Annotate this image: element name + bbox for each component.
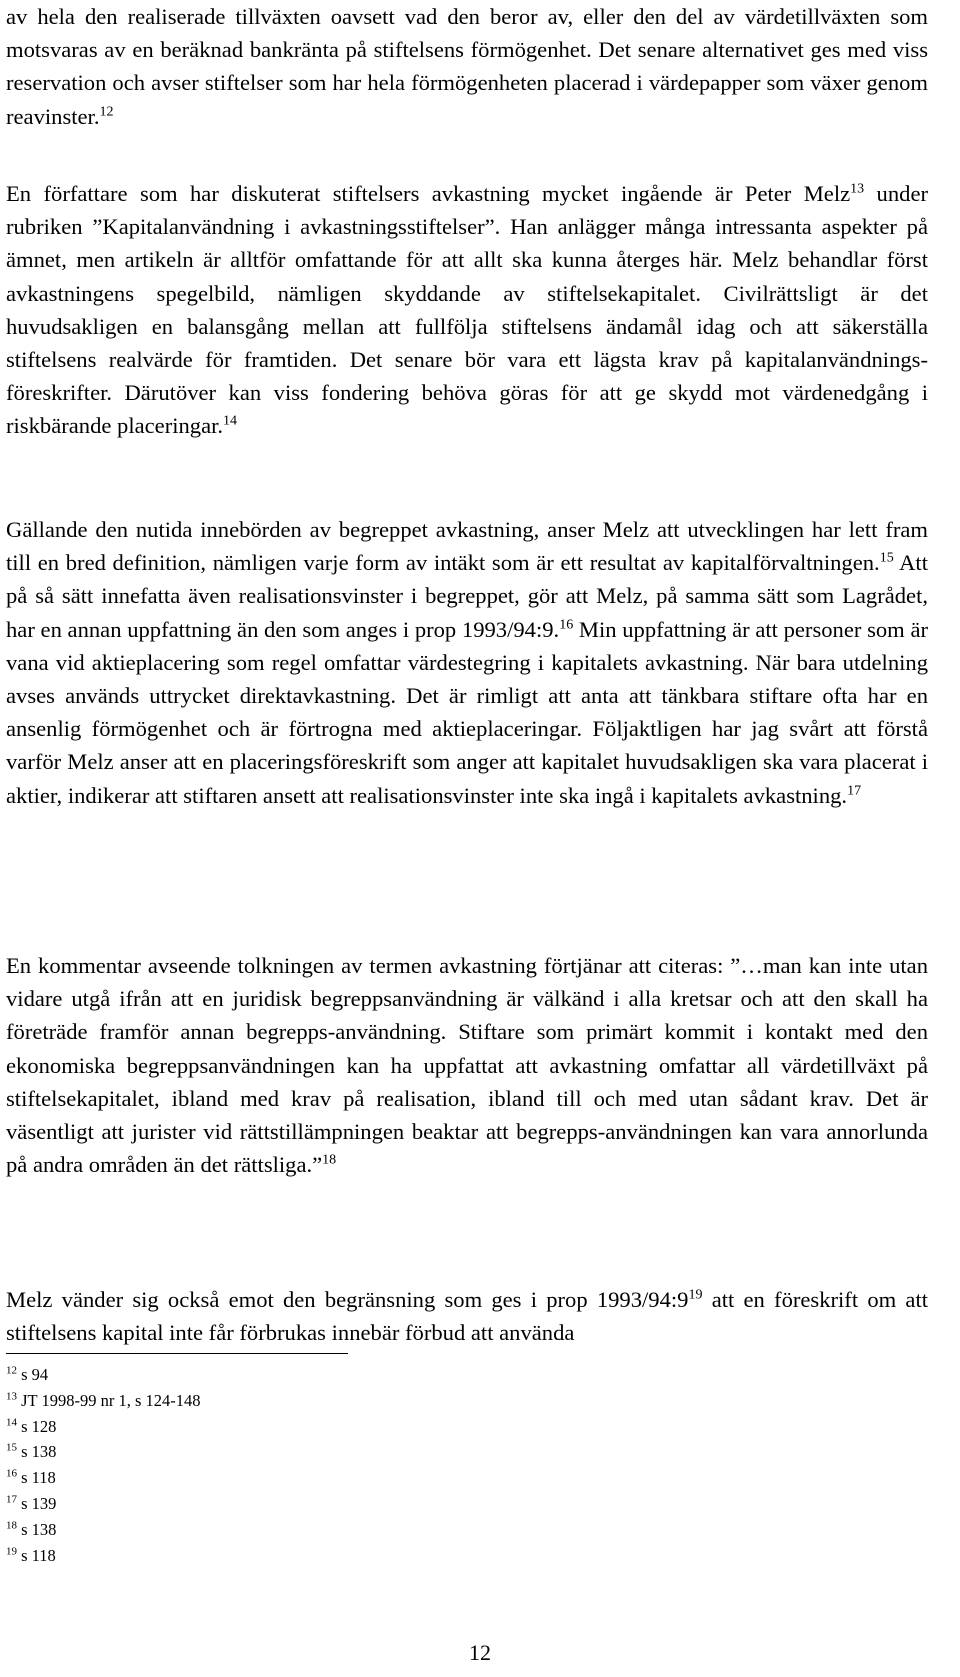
footnote-list: [6, 1362, 200, 1568]
footnote-number: 14: [6, 1416, 17, 1429]
paragraph-text: Melz vänder sig också emot den begränsning som ges i prop 1993/94:9: [6, 1287, 689, 1312]
page-number: 12: [469, 1640, 491, 1665]
footnote-text: s 128: [17, 1416, 57, 1436]
paragraph-text: av hela den realiserade tillväxten oavsett vad den beror av, eller den del av värdetillväxten som motsvaras av en beräknad bankränta på stiftelsens förmögenhet. Det senare alternativet ges med viss reservation och avser stiftelser som har hela förmögenheten placerad i värdepapper som växer genom reavinster.: [6, 4, 928, 129]
footnote-reference: 18: [322, 1152, 337, 1168]
body-paragraph: [6, 513, 928, 812]
footnote-text: s 139: [17, 1493, 57, 1513]
body-paragraph: [6, 1283, 928, 1349]
footnote-reference: 13: [850, 181, 865, 197]
footnote-text: JT 1998-99 nr 1, s 124-148: [17, 1390, 201, 1410]
footnote-number: 19: [6, 1545, 17, 1558]
footnote-item: [6, 1414, 200, 1440]
footnote-number: 18: [6, 1519, 17, 1532]
footnote-text: s 118: [17, 1545, 56, 1565]
footnote-text: s 138: [17, 1519, 57, 1539]
footnote-item: [6, 1517, 200, 1543]
footnote-text: s 138: [17, 1442, 57, 1462]
footnote-separator: [6, 1353, 348, 1354]
footnote-number: 17: [6, 1493, 17, 1506]
body-paragraph: [6, 177, 928, 443]
footnote-item: [6, 1465, 200, 1491]
paragraph-text: Min uppfattning är att personer som är vana vid aktieplacering som regel omfattar värdestegring i kapitalets avkastning. När bara utdelning avses används uttrycket direktavkastning. Det är rimligt att anta att tänkbara stiftare ofta har en ansenlig förmögenhet och är förtrogna med aktieplaceringar. Följaktligen har jag svårt att förstå varför Melz anser att en placeringsföreskrift som anger att kapitalet huvudsakligen ska vara placerat i aktier, indikerar att stiftaren ansett att realisationsvinster inte ska ingå i kapitalets avkastning.: [6, 616, 928, 808]
paragraph-text: Att på så sätt innefatta även realisationsvinster i begreppet, gör att Melz, på samma sätt som Lagrådet, har en annan uppfattning än den som anges i prop 1993/94:9.: [6, 550, 928, 642]
footnote-number: 13: [6, 1390, 17, 1403]
footnote-item: [6, 1491, 200, 1517]
footnote-text: s 118: [17, 1468, 56, 1488]
footnote-text: s 94: [17, 1365, 49, 1384]
body-paragraph: [6, 949, 928, 1181]
footnote-number: 15: [6, 1441, 17, 1454]
footnote-item: [6, 1439, 200, 1465]
footnote-reference: 17: [847, 783, 862, 799]
footnote-reference: 15: [879, 550, 894, 566]
paragraph-text: En kommentar avseende tolkningen av termen avkastning förtjänar att citeras: ”…man kan inte utan vidare utgå ifrån att en juridisk begreppsanvändning är välkänd i alla kretsar och att den skall ha företräde framför annan begrepps-användning. Stiftare som primärt kommit i kontakt med den ekonomiska begreppsanvändningen kan ha uppfattat att avkastning omfattar all värdetillväxt på stiftelsekapitalet, ibland med krav på realisation, ibland till och med utan sådant krav. Det är väsentligt att jurister vid rättstillämpningen beaktar att begrepps-användningen kan vara annorlunda på andra områden än det rättsliga.”: [6, 953, 928, 1178]
footnote-item: [6, 1388, 200, 1414]
footnote-number: 12: [6, 1364, 17, 1377]
footnote-item: [6, 1543, 200, 1569]
paragraph-text: Gällande den nutida innebörden av begreppet avkastning, anser Melz att utvecklingen har lett fram till en bred definition, nämligen varje form av intäkt som är ett resultat av kapitalförvaltningen.: [6, 517, 928, 576]
footnote-reference: 16: [559, 617, 574, 633]
footnote-number: 16: [6, 1467, 17, 1480]
footnote-item: [6, 1362, 200, 1388]
body-paragraph: [6, 0, 928, 133]
footnote-reference: 12: [99, 104, 114, 120]
paragraph-text: En författare som har diskuterat stiftelsers avkastning mycket ingående är Peter Melz: [6, 181, 851, 206]
footnote-reference: 14: [223, 413, 238, 429]
paragraph-text: under rubriken ”Kapitalanvändning i avkastningsstiftelser”. Han anlägger många intressanta aspekter på ämnet, men artikeln är alltför omfattande för att allt ska kunna återges här. Melz behandlar först avkastningens spegelbild, nämligen skyddande av stiftelsekapitalet. Civilrättsligt är det huvudsakligen en balansgång mellan att fullfölja stiftelsens ändamål idag och att säkerställa stiftelsens realvärde för framtiden. Det senare bör vara ett lägsta krav på kapitalanvändnings-föreskrifter. Därutöver kan viss fondering behöva göras för att ge skydd mot värdenedgång i riskbärande placeringar.: [6, 181, 928, 439]
paragraph-text: att en föreskrift om att stiftelsens kapital inte får förbrukas innebär förbud att använda: [6, 1287, 928, 1346]
footnote-reference: 19: [688, 1287, 703, 1303]
